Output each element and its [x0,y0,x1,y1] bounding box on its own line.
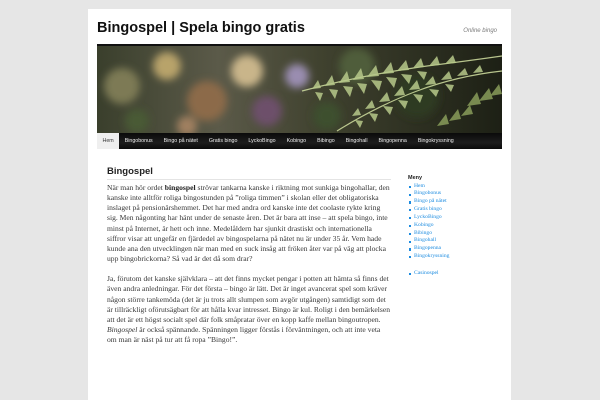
p1-bold-keyword: bingospel [164,183,196,192]
title-divider [107,179,391,180]
sidebar-item-bingopenna[interactable]: Bingopenna [408,245,502,253]
sidebar-item-kobingo[interactable]: Kobingo [408,222,502,230]
site-description: Online bingo [463,28,497,34]
site-title[interactable]: Bingospel | Spela bingo gratis [97,20,305,36]
sidebar-item-bingo-pa-natet[interactable]: Bingo på nätet [408,198,502,206]
p2-text-start: Ja, förutom det kanske självklara – att det finns mycket pengar i potten att hämta så finns det även andra anledningar. För det första – bingo är lätt. Det är inget avancerat spel som kräver någon större tankemöda (det är ju trots allt slumpen som avgör utgången) samtidigt som det är tillräckligt oförutsägbart för att hålla kvar intresset. Bingo är kul. Roligt i den bemärkelsen att det är ett högst socialt spel där folk småpratar över en kopp kaffe mellan bingoutropen. [107,274,390,324]
sidebar [408,175,502,278]
nav-item-lyckobingo[interactable]: LyckoBingo [248,138,276,144]
sidebar-menu-list [408,183,502,261]
sidebar-item-bingobonus[interactable]: Bingobonus [408,190,502,198]
sidebar-item-bibingo[interactable]: Bibingo [408,230,502,238]
fern-leaves-photo-icon [97,46,502,133]
entry-paragraph-2 [107,274,391,345]
sidebar-extra-list [408,270,502,278]
p1-text-end: strövar tankarna kanske i riktning mot sunkiga bingohallar, den kanske inte alltför roliga bingostunden på ”roliga timmen” i skolan eller det obligatoriska inslaget på pensionärshemmet. Det har med andra ord kanske inte det coolaste rykte kring sig. Men någonting har hänt under de senaste åren. Det är bara att inse – att spela bingo, inte minst på Internet, är hett och inne. Medelåldern har sjunkit drastiskt och internationella siffror visar att ungefär en fjärdedel av bingospelarna på nätet nu är under 35 år. Vem hade kunde ana den utvecklingen när man med en suck insåg att fröken åter var på väg att plocka upp bingobrickorna? Så vad är det då som drar? [107,183,390,264]
sidebar-item-bingohall[interactable]: Bingohall [408,237,502,245]
page-container [88,9,511,400]
nav-item-kobingo[interactable]: Kobingo [286,138,307,144]
sidebar-item-casinospel[interactable]: Casinospel [408,270,502,278]
nav-item-bingopenna[interactable]: Bingopenna [378,138,407,144]
nav-item-gratis-bingo[interactable]: Gratis bingo [208,138,238,144]
p2-text-end: är också spännande. Spänningen ligger förstås i förväntningen, och att inte veta om man är näst på tur att få ropa ”Bingo!”. [107,325,381,345]
header-banner-image [97,46,502,133]
nav-item-bibingo[interactable]: Bibingo [317,138,335,144]
nav-item-bingokryssning[interactable]: Bingokryssning [417,138,454,144]
p2-italic-keyword: Bingospel [107,325,138,335]
nav-item-bingohall[interactable]: Bingohall [345,138,368,144]
sidebar-item-lyckobingo[interactable]: LyckoBingo [408,214,502,222]
nav-item-bingo-pa-natet[interactable]: Bingo på nätet [163,138,198,144]
nav-item-hem[interactable]: Hem [97,133,119,149]
p1-text-start: När man hör ordet [107,183,165,192]
sidebar-item-gratis-bingo[interactable]: Gratis bingo [408,206,502,214]
main-navigation [97,133,502,149]
sidebar-item-bingokryssning[interactable]: Bingokryssning [408,253,502,261]
sidebar-item-hem[interactable]: Hem [408,183,502,191]
sidebar-menu-title: Meny [408,175,423,181]
entry-title: Bingospel [107,166,153,177]
entry-paragraph-1 [107,183,391,264]
nav-item-bingobonus[interactable]: Bingobonus [124,138,153,144]
main-content [107,166,391,355]
